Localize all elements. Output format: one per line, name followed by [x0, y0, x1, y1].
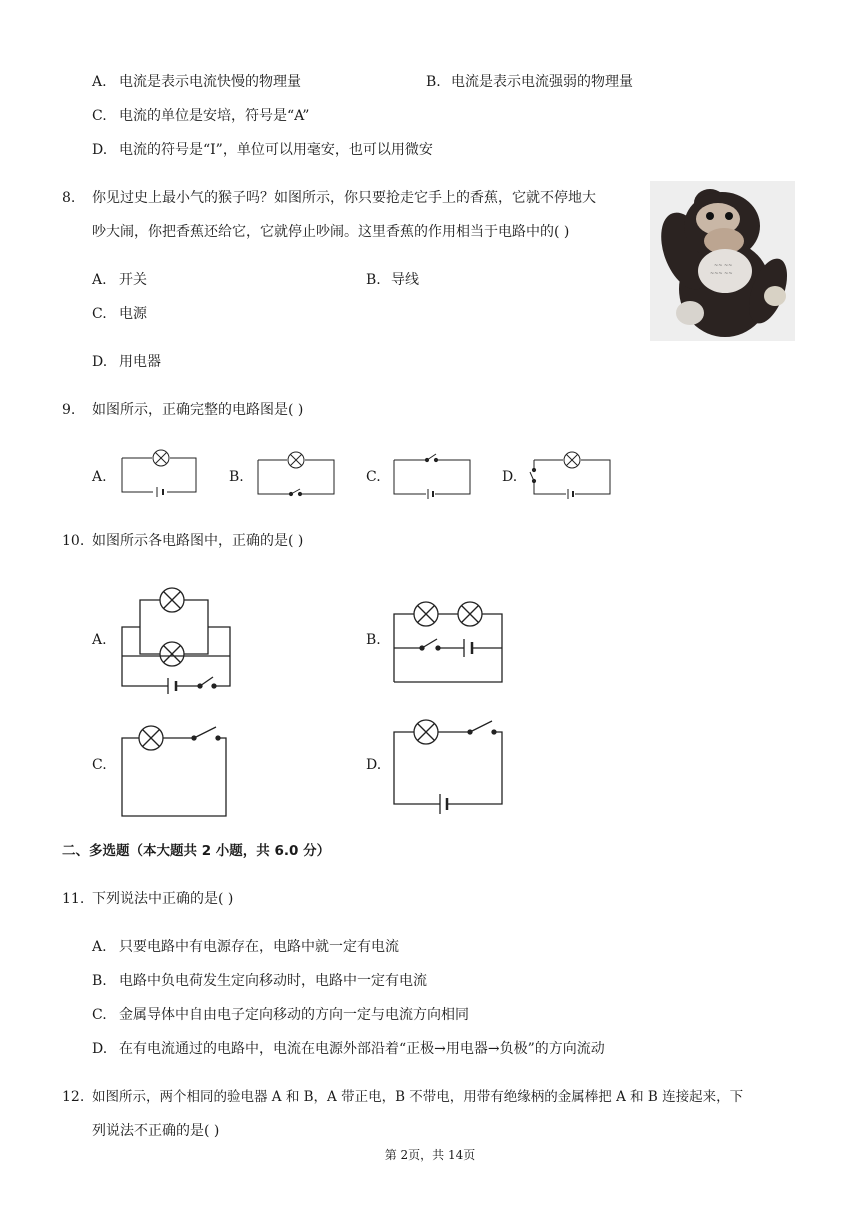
- q8-option-c-text: 电源: [119, 306, 147, 322]
- svg-text:~~ ~~: ~~ ~~: [714, 263, 733, 269]
- q7-option-a-letter: A.: [92, 74, 107, 90]
- q11-number: 11.: [62, 891, 85, 907]
- q10-option-c-letter: C.: [92, 757, 107, 773]
- monkey-toy-photo: [650, 181, 795, 341]
- q7-option-a-text: 电流是表示电流快慢的物理量: [119, 74, 301, 90]
- q12-stem-line2: 列说法不正确的是( ): [92, 1123, 220, 1139]
- q11-option-a-letter: A.: [92, 939, 107, 955]
- q7-option-b-letter: B.: [426, 74, 441, 90]
- q8-option-c-letter: C.: [92, 306, 107, 322]
- q9-stem: 如图所示，正确完整的电路图是( ): [92, 402, 304, 418]
- q11-option-c-letter: C.: [92, 1007, 107, 1023]
- q10-option-b-letter: B.: [366, 632, 381, 648]
- q11-stem: 下列说法中正确的是( ): [92, 891, 234, 907]
- q11-option-b-letter: B.: [92, 973, 107, 989]
- q11-option-c-text: 金属导体中自由电子定向移动的方向一定与电流方向相同: [119, 1007, 469, 1023]
- q8-number: 8.: [62, 190, 76, 206]
- section-title-multiple-choice: 二、多选题（本大题共 2 小题，共 6.0 分）: [62, 843, 331, 859]
- q8-option-d-text: 用电器: [119, 354, 161, 370]
- q9-option-c-letter: C.: [366, 469, 381, 485]
- q9-circuit-d: [528, 448, 614, 498]
- q12-number: 12.: [62, 1089, 85, 1105]
- q8-option-a-letter: A.: [92, 272, 107, 288]
- q12-stem-line1: 如图所示，两个相同的验电器 A 和 B，A 带正电，B 不带电，用带有绝缘柄的金属棒把 A 和 B 连接起来，下: [92, 1089, 744, 1105]
- q7-option-b-text: 电流是表示电流强弱的物理量: [451, 74, 633, 90]
- q11-option-b-text: 电路中负电荷发生定向移动时，电路中一定有电流: [119, 973, 427, 989]
- q11-option-a-text: 只要电路中有电源存在，电路中就一定有电流: [119, 939, 399, 955]
- q10-circuit-a: [118, 582, 238, 697]
- q10-circuit-c: [118, 720, 230, 820]
- q9-circuit-a: [118, 448, 200, 496]
- q9-circuit-c: [390, 448, 474, 498]
- q7-option-c-letter: C.: [92, 108, 107, 124]
- q7-option-d-letter: D.: [92, 142, 108, 158]
- q8-option-b-letter: B.: [366, 272, 381, 288]
- q10-number: 10.: [62, 533, 85, 549]
- q10-circuit-b: [390, 594, 508, 688]
- q9-option-a-letter: A.: [92, 469, 107, 485]
- q9-number: 9.: [62, 402, 76, 418]
- page-footer: 第 2页，共 14页: [384, 1148, 476, 1162]
- q10-stem: 如图所示各电路图中，正确的是( ): [92, 533, 304, 549]
- svg-text:~~~ ~~: ~~~ ~~: [710, 271, 733, 277]
- q7-option-c-text: 电流的单位是安培，符号是“A”: [119, 108, 310, 124]
- q8-option-a-text: 开关: [119, 272, 147, 288]
- q9-option-b-letter: B.: [229, 469, 244, 485]
- q8-stem-line2: 吵大闹，你把香蕉还给它，它就停止吵闹。这里香蕉的作用相当于电路中的( ): [92, 224, 570, 240]
- q10-circuit-d: [390, 716, 508, 814]
- q7-option-d-text: 电流的符号是“I”，单位可以用毫安，也可以用微安: [119, 142, 433, 158]
- q9-option-d-letter: D.: [502, 469, 518, 485]
- q11-option-d-text: 在有电流通过的电路中，电流在电源外部沿着“正极→用电器→负极”的方向流动: [119, 1041, 605, 1057]
- q8-option-b-text: 导线: [391, 272, 419, 288]
- q10-option-a-letter: A.: [92, 632, 107, 648]
- q10-option-d-letter: D.: [366, 757, 382, 773]
- q11-option-d-letter: D.: [92, 1041, 108, 1057]
- q8-option-d-letter: D.: [92, 354, 108, 370]
- q8-stem-line1: 你见过史上最小气的猴子吗？如图所示，你只要抢走它手上的香蕉，它就不停地大: [92, 190, 596, 206]
- q9-circuit-b: [254, 448, 338, 498]
